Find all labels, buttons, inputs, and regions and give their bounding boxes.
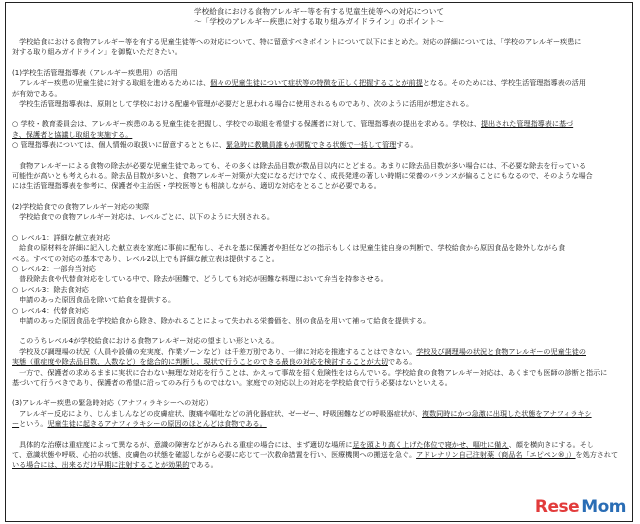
note-line-3: には生活管理指導表を参考に、保護者や主治医・学校医等とも相談しながら、適切な対応をとることが必要である。 xyxy=(12,181,381,191)
logo-text-re: Rese xyxy=(534,497,580,517)
level-1-text-a: 給食の原材料を詳細に記入した献立表を家庭に事前に配布し、それを基に保護者や担任などの指示もしくは児童生徒自身の判断で、学校給食から原因食品を除外しながら食 xyxy=(12,243,566,253)
level-4-text: 申請のあった原因食品を学校給食から除き、除かれることによって失われる栄養価を、別の食品を用いて補って給食を提供する。 xyxy=(12,315,431,325)
s3-b-line-2-end: を処方されて xyxy=(575,450,619,459)
bullet-1-underline-cont: き、保護者と協議し取組を実施する。 xyxy=(12,129,133,139)
s3-b-line-2: て、意識状態や呼吸、心拍の状態、皮膚色の状態を確認しながら必要に応じて一次救命措置を行い、医療機関への搬送を急ぐ。 xyxy=(12,450,417,459)
section-3-body-b xyxy=(12,440,626,471)
section-3-heading: (3)アレルギー疾患の緊急時対応（アナフィラキシーへの対応） xyxy=(12,398,213,408)
level-3-text: 申請のあった原因食品を除いて給食を提供する。 xyxy=(12,295,176,305)
bullet-2: ○ 管理指導表については、個人情報の取扱いに留意するとともに、 xyxy=(12,140,227,150)
note-line-1: 食物アレルギーによる食物の除去が必要な児童生徒であっても、その多くは除去品目数が数品目以内にとどまる。あまりに除去品目数が多い場合には、不必要な除去を行っている xyxy=(12,160,587,170)
note-line-2: 可能性が高いとも考えられる。除去品目数が多いと、食物アレルギー対策が大変になるだけでなく、成長発達の著しい時期に栄養のバランスが偏ることにもなるので、そのような場合 xyxy=(12,171,593,181)
s1-underline: 個々の児童生徒について症状等の特徴を正しく把握することが前提 xyxy=(210,78,423,88)
title-line-1: 学校給食における食物アレルギー等を有する児童生徒等への対応について xyxy=(194,7,444,16)
s3-b-underline-3: いる場合には、出来るだけ早期に注射することが効果的 xyxy=(12,460,190,470)
bullet-1: ○ 学校・教育委員会は、アレルギー疾患のある児童生徒を把握し、学校での取組を希望する保護者に対して、管理指導表の提出を求める。学校は、 xyxy=(12,119,481,129)
section-2-levels xyxy=(12,233,626,327)
level-1-title: ○ レベル1：詳細な献立表対応 xyxy=(12,232,111,242)
s2-line-2: 学校及び調理場の状況（人員や設備の充実度、作業ゾーンなど）は千差万別であり、一律に対応を推進することはできない。 xyxy=(12,346,417,356)
intro-paragraph xyxy=(12,37,626,58)
s2-underline-2: 実態（重症度や除去品目数、人数など）を総合的に判断し、現状で行うことのできる最良の対応を検討することが大切 xyxy=(12,357,388,367)
logo-text-mom: Mom xyxy=(581,497,626,517)
s3-underline-1: 複数同時にかつ急激に出現した状態をアナフィラキシ xyxy=(421,408,592,418)
s3-b-line-1: 具体的な治療は重症度によって異なるが、意識の障害などがみられる重症の場合には、まず適切な場所に xyxy=(12,439,353,449)
level-2-title: ○ レベル2：一部弁当対応 xyxy=(12,263,96,273)
s3-b-line-1-end: 、顔を横向きにする。そし xyxy=(508,439,594,449)
section-1-body xyxy=(12,78,626,109)
document-page xyxy=(5,2,633,522)
s3-b-underline-2: アドレナリン自己注射薬（商品名「エピペン®」） xyxy=(416,450,576,459)
s3-b-underline-1: 足を頭より高く上げた体位で寝かせ、嘔吐に備え xyxy=(352,439,509,449)
s3-b-line-3-end: である。 xyxy=(189,460,218,470)
section-1-heading: (1)学校生活管理指導表（アレルギー疾患用）の活用 xyxy=(12,67,178,77)
level-2-text: 普段除去食や代替食対応をしている中で、除去が困難で、どうしても対応が困難な料理において弁当を持参させる。 xyxy=(12,274,388,284)
intro-line-2: 対する取り組みガイドライン」を御覧いただきたい。 xyxy=(12,47,182,57)
s2-line-3-end: である。 xyxy=(387,357,417,367)
section-1-note xyxy=(12,161,626,192)
section-2-body xyxy=(12,336,626,388)
section-3-body-a xyxy=(12,409,626,430)
section-1-bullets xyxy=(12,119,626,150)
s3-underline-2: 児童生徒に起きるアナフィラキシーの原因のほとんどは食物である。 xyxy=(47,419,267,429)
level-3-title: ○ レベル3：除去食対応 xyxy=(12,284,89,294)
level-4-title: ○ レベル4：代替食対応 xyxy=(12,305,89,315)
s3-underline-1-cont: ー xyxy=(12,419,20,429)
level-1-text-b: べる。すべての対応の基本であり、レベル2以上でも詳細な献立表は提供すること。 xyxy=(12,253,279,263)
bullet-1-underline: 提出された管理指導表に基づ xyxy=(480,119,574,129)
s3-line-2: という。 xyxy=(19,419,48,429)
s3-line-1: アレルギー反応により、じんましんなどの皮膚症状、腹痛や嘔吐などの消化器症状、ゼーゼー、呼吸困難などの呼吸器症状が、 xyxy=(12,408,422,418)
s2-line-4: 一方で、保護者の求めるままに実状に合わない無理な対応を行うことは、かえって事故を招く危険性をはらんでいる。学校給食の食物アレルギー対応は、あくまでも医師の診断と指示に xyxy=(12,367,608,377)
section-2-heading: (2)学校給食での食物アレルギー対応の実際 xyxy=(12,201,150,211)
title-line-2: ～「学校のアレルギー疾患に対する取り組みガイドライン」のポイント～ xyxy=(194,17,444,26)
s1-text-end: となる。そのためには、学校生活管理指導表の活用 xyxy=(422,78,586,88)
document-title xyxy=(12,7,626,27)
bullet-2-end: する。 xyxy=(396,140,418,150)
intro-line-1: 学校給食における食物アレルギー等を有する児童生徒等への対応について、特に留意すべきポイントについて以下にまとめた。対応の詳細については、「学校のアレルギー疾患に xyxy=(12,37,582,46)
s1-text-b: が有効である。 xyxy=(12,88,62,98)
s2-line-5: 基づいて行うべきであり、保護者の希望に沿ってのみ行うものではない。家庭での対応以上の対応を学校給食で行う必要はないといえる。 xyxy=(12,377,452,387)
s2-underline-1: 学校及び調理場の状況と食物アレルギーの児童生徒の xyxy=(416,346,586,356)
resemom-logo xyxy=(531,496,630,518)
section-2-intro: 学校給食での食物アレルギー対応は、レベルごとに、以下のように大別される。 xyxy=(12,212,275,222)
s1-text: アレルギー疾患の児童生徒に対する取組を進めるためには、 xyxy=(12,78,211,88)
s1-text-c: 学校生活管理指導表は、原則として学校における配慮や管理が必要だと思われる場合に使用されるものであり、次のように活用が想定される。 xyxy=(12,99,474,109)
s2-line-1: このうちレベル4が学校給食における食物アレルギー対応の望ましい形といえる。 xyxy=(12,336,279,346)
bullet-2-underline: 緊急時に教職員誰もが閲覧できる状態で一括して管理 xyxy=(226,140,397,150)
